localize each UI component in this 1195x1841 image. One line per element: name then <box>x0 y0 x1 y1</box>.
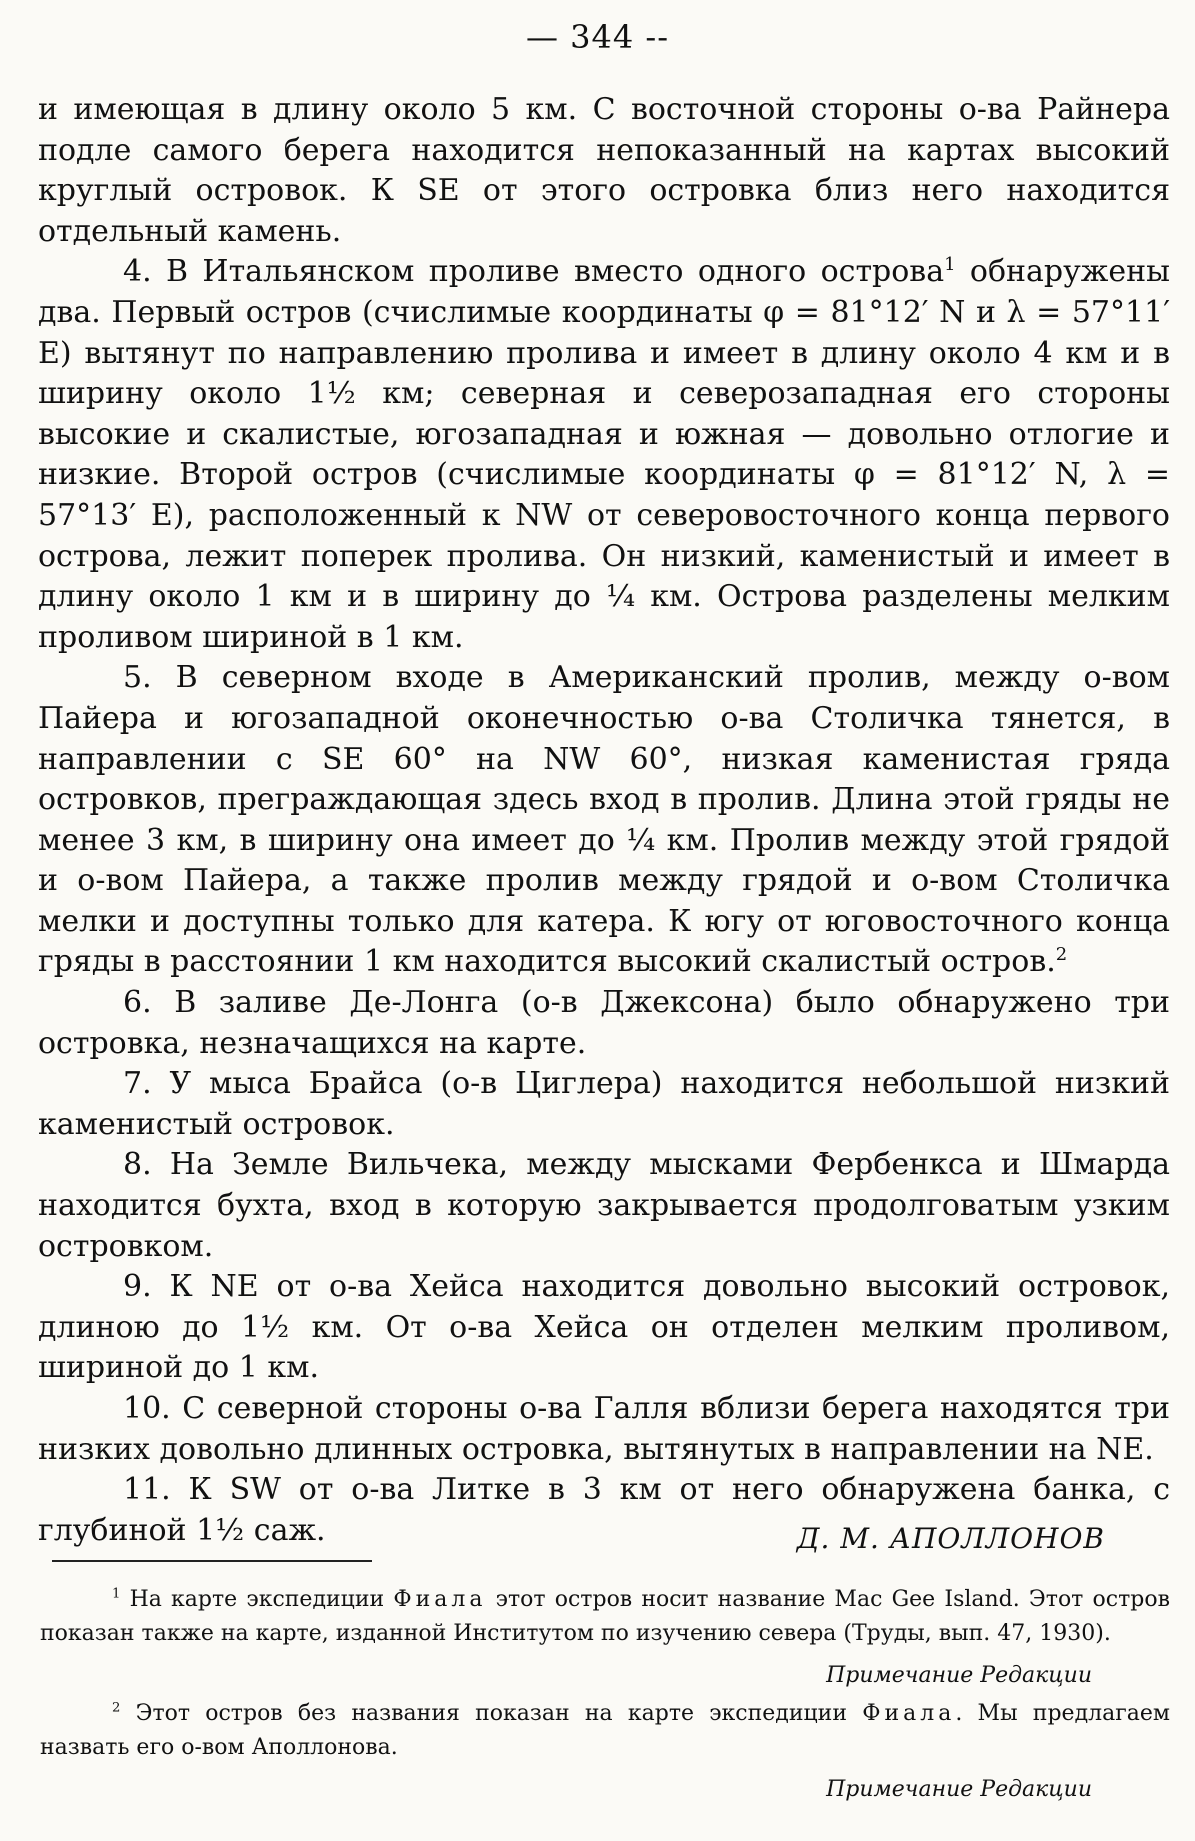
paragraph-9: 9. К NE от о-ва Хейса находится довольно высокий островок, длиною до 1½ км. От о-ва Хейса он отделен мелким проливом, шириной до 1 км. <box>38 1269 1170 1386</box>
paragraph-8: 8. На Земле Вильчека, между мысками Фербенкса и Шмарда находится бухта, вход в которую закрывается продолговатым узким островком. <box>38 1147 1170 1264</box>
paragraph-continuation: и имеющая в длину около 5 км. С восточной стороны о-ва Райнера подле самого берега находится непоказанный на картах высокий круглый островок. К SE от этого островка близ него находится отдельный камень. <box>38 92 1170 249</box>
footnote-text: этот остров носит название Mac Gee Island. Этот остров показан также на карте, изданной Институтом по изучению севера (Труды, вып. 47, 1930). <box>40 1587 1170 1646</box>
footnote-text: Этот остров без названия показан на карте экспедиции <box>120 1701 863 1726</box>
footnote-2 <box>40 1697 1170 1765</box>
footnote-mark: 2 <box>112 1700 121 1716</box>
page-number: — 344 -- <box>525 18 670 56</box>
editorial-note-2: Примечание Редакции <box>826 1777 1092 1802</box>
body-text <box>38 90 1170 1551</box>
footnote-divider <box>52 1560 372 1562</box>
expedition-name: Фиала <box>862 1701 956 1726</box>
paragraph-text: 5. В северном входе в Американский пролив, между о-вом Пайера и югозападной оконечностью о-ва Столичка тянется, в направлении с SE 60° на NW 60°, низкая каменистая гряда островков, преграждающая здесь вход в пролив. Длина этой гряды не менее 3 км, в ширину она имеет до ¼ км. Пролив между этой грядой и о-вом Пайера, а также пролив между грядой и о-вом Столичка мелки и доступны только для катера. К югу от юговосточного конца гряды в расстоянии 1 км находится высокий скалистый остров. <box>38 660 1170 980</box>
paragraph-10: 10. С северной стороны о-ва Галля вблизи берега находятся три низких довольно длинных островка, вытянутых в направлении на NE. <box>38 1391 1170 1467</box>
footnote-1 <box>40 1583 1170 1651</box>
paragraph-7: 7. У мыса Брайса (о-в Циглера) находится небольшой низкий каменистый островок. <box>38 1066 1170 1142</box>
editorial-note-1: Примечание Редакции <box>826 1663 1092 1688</box>
paragraph-text: 4. В Итальянском проливе вместо одного острова <box>123 254 945 290</box>
footnotes <box>40 1583 1170 1811</box>
author-signature: Д. М. АПОЛЛОНОВ <box>796 1522 1105 1555</box>
paragraph-6: 6. В заливе Де-Лонга (о-в Джексона) было обнаружено три островка, незначащихся на карте. <box>38 985 1170 1061</box>
footnote-ref-1: 1 <box>944 254 956 276</box>
paragraph-text: обнаружены два. Первый остров (счислимые координаты φ = 81°12′ N и λ = 57°11′ E) вытянут по направлению пролива и имеет в длину около 4 км и в ширину около 1½ км; северная и северозападная его стороны высокие и скалистые, югозападная и южная — довольно отлогие и низкие. Второй остров (счислимые координаты φ = 81°12′ N, λ = 57°13′ E), расположенный к NW от северовосточного конца первого острова, лежит поперек пролива. Он низкий, каменистый и имеет в длину около 1 км и в ширину до ¼ км. Острова разделены мелким проливом шириной в 1 км. <box>38 254 1170 655</box>
footnote-text: На карте экспедиции <box>120 1587 394 1612</box>
footnote-text: . Мы предлагаем назвать его о-вом Аполлонова. <box>40 1701 1170 1760</box>
paragraph-11: 11. К SW от о-ва Литке в 3 км от него обнаружена банка, с глубиной 1½ саж. <box>38 1472 1170 1548</box>
footnote-ref-2: 2 <box>1055 944 1068 966</box>
paragraph-5 <box>38 658 1170 983</box>
paragraph-4 <box>38 252 1170 658</box>
footnote-mark: 1 <box>112 1586 121 1602</box>
expedition-name: Фиала <box>393 1587 487 1612</box>
